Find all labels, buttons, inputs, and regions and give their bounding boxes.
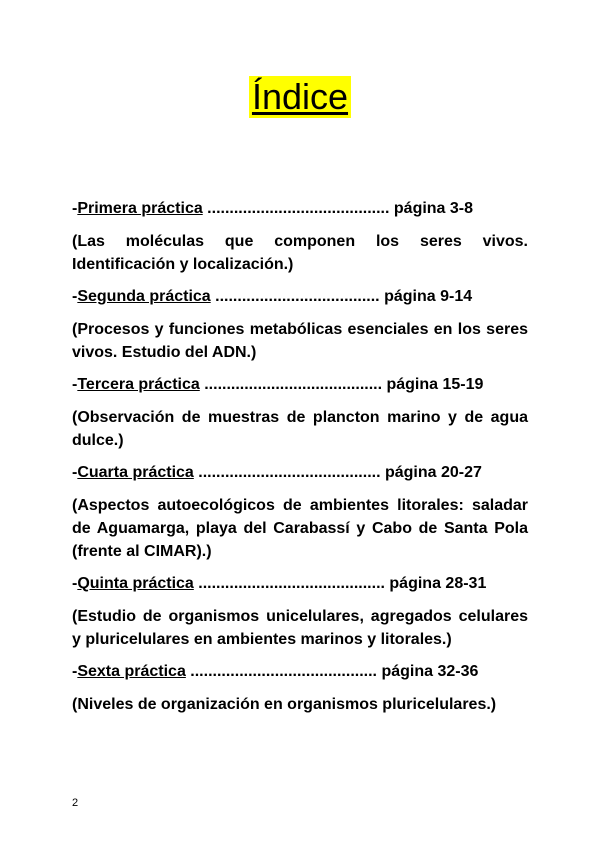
toc-entry-prefix: - [72,288,78,305]
toc-entry-name[interactable]: Cuarta práctica [77,464,194,481]
toc-entry-description: (Aspectos autoecológicos de ambientes litorales: saladar de Aguamarga, playa del Carabassí y Cabo de Santa Pola (frente al CIMAR).) [72,497,528,560]
toc-entry-dots: ........................................ [199,376,387,393]
page-number: 2 [72,797,79,809]
toc-entry [72,661,528,716]
toc-entry-line [72,462,528,484]
table-of-contents [72,198,528,726]
toc-entry-pages: página 20-27 [384,464,482,481]
toc-entry-description: (Niveles de organización en organismos pluricelulares.) [72,696,497,713]
toc-entry-dots: .......................................... [193,575,390,592]
toc-entry-dots: ......................................... [193,464,385,481]
toc-entry-line [72,286,528,308]
toc-entry [72,573,528,651]
toc-entry-description: (Observación de muestras de plancton marino y de agua dulce.) [72,409,528,449]
toc-entry [72,374,528,452]
toc-entry-prefix: - [72,575,78,592]
toc-entry [72,462,528,563]
toc-entry-prefix: - [72,464,78,481]
toc-entry-pages: página 15-19 [386,376,484,393]
toc-entry-name[interactable]: Primera práctica [77,200,203,217]
toc-entry-description: (Estudio de organismos unicelulares, agregados celulares y pluricelulares en ambientes marinos y litorales.) [72,608,528,648]
toc-entry-pages: página 28-31 [389,575,487,592]
toc-entry-dots: .......................................... [185,663,382,680]
toc-entry-line [72,374,528,396]
toc-entry-line [72,661,528,683]
toc-entry-prefix: - [72,376,78,393]
toc-entry [72,286,528,364]
toc-entry-description: (Las moléculas que componen los seres vivos. Identificación y localización.) [72,233,528,273]
toc-entry-prefix: - [72,200,78,217]
page-title: Índice [249,76,351,118]
toc-entry-name[interactable]: Sexta práctica [77,663,186,680]
title-wrapper [0,76,600,118]
toc-entry [72,198,528,276]
toc-entry-line [72,198,528,220]
toc-entry-dots: ..................................... [210,288,385,305]
toc-entry-name[interactable]: Segunda práctica [77,288,211,305]
toc-entry-pages: página 3-8 [393,200,474,217]
toc-entry-name[interactable]: Tercera práctica [77,376,200,393]
toc-entry-line [72,573,528,595]
toc-entry-prefix: - [72,663,78,680]
toc-entry-pages: página 9-14 [384,288,473,305]
toc-entry-dots: ......................................... [202,200,394,217]
toc-entry-name[interactable]: Quinta práctica [77,575,194,592]
toc-entry-pages: página 32-36 [381,663,479,680]
toc-entry-description: (Procesos y funciones metabólicas esenciales en los seres vivos. Estudio del ADN.) [72,321,528,361]
